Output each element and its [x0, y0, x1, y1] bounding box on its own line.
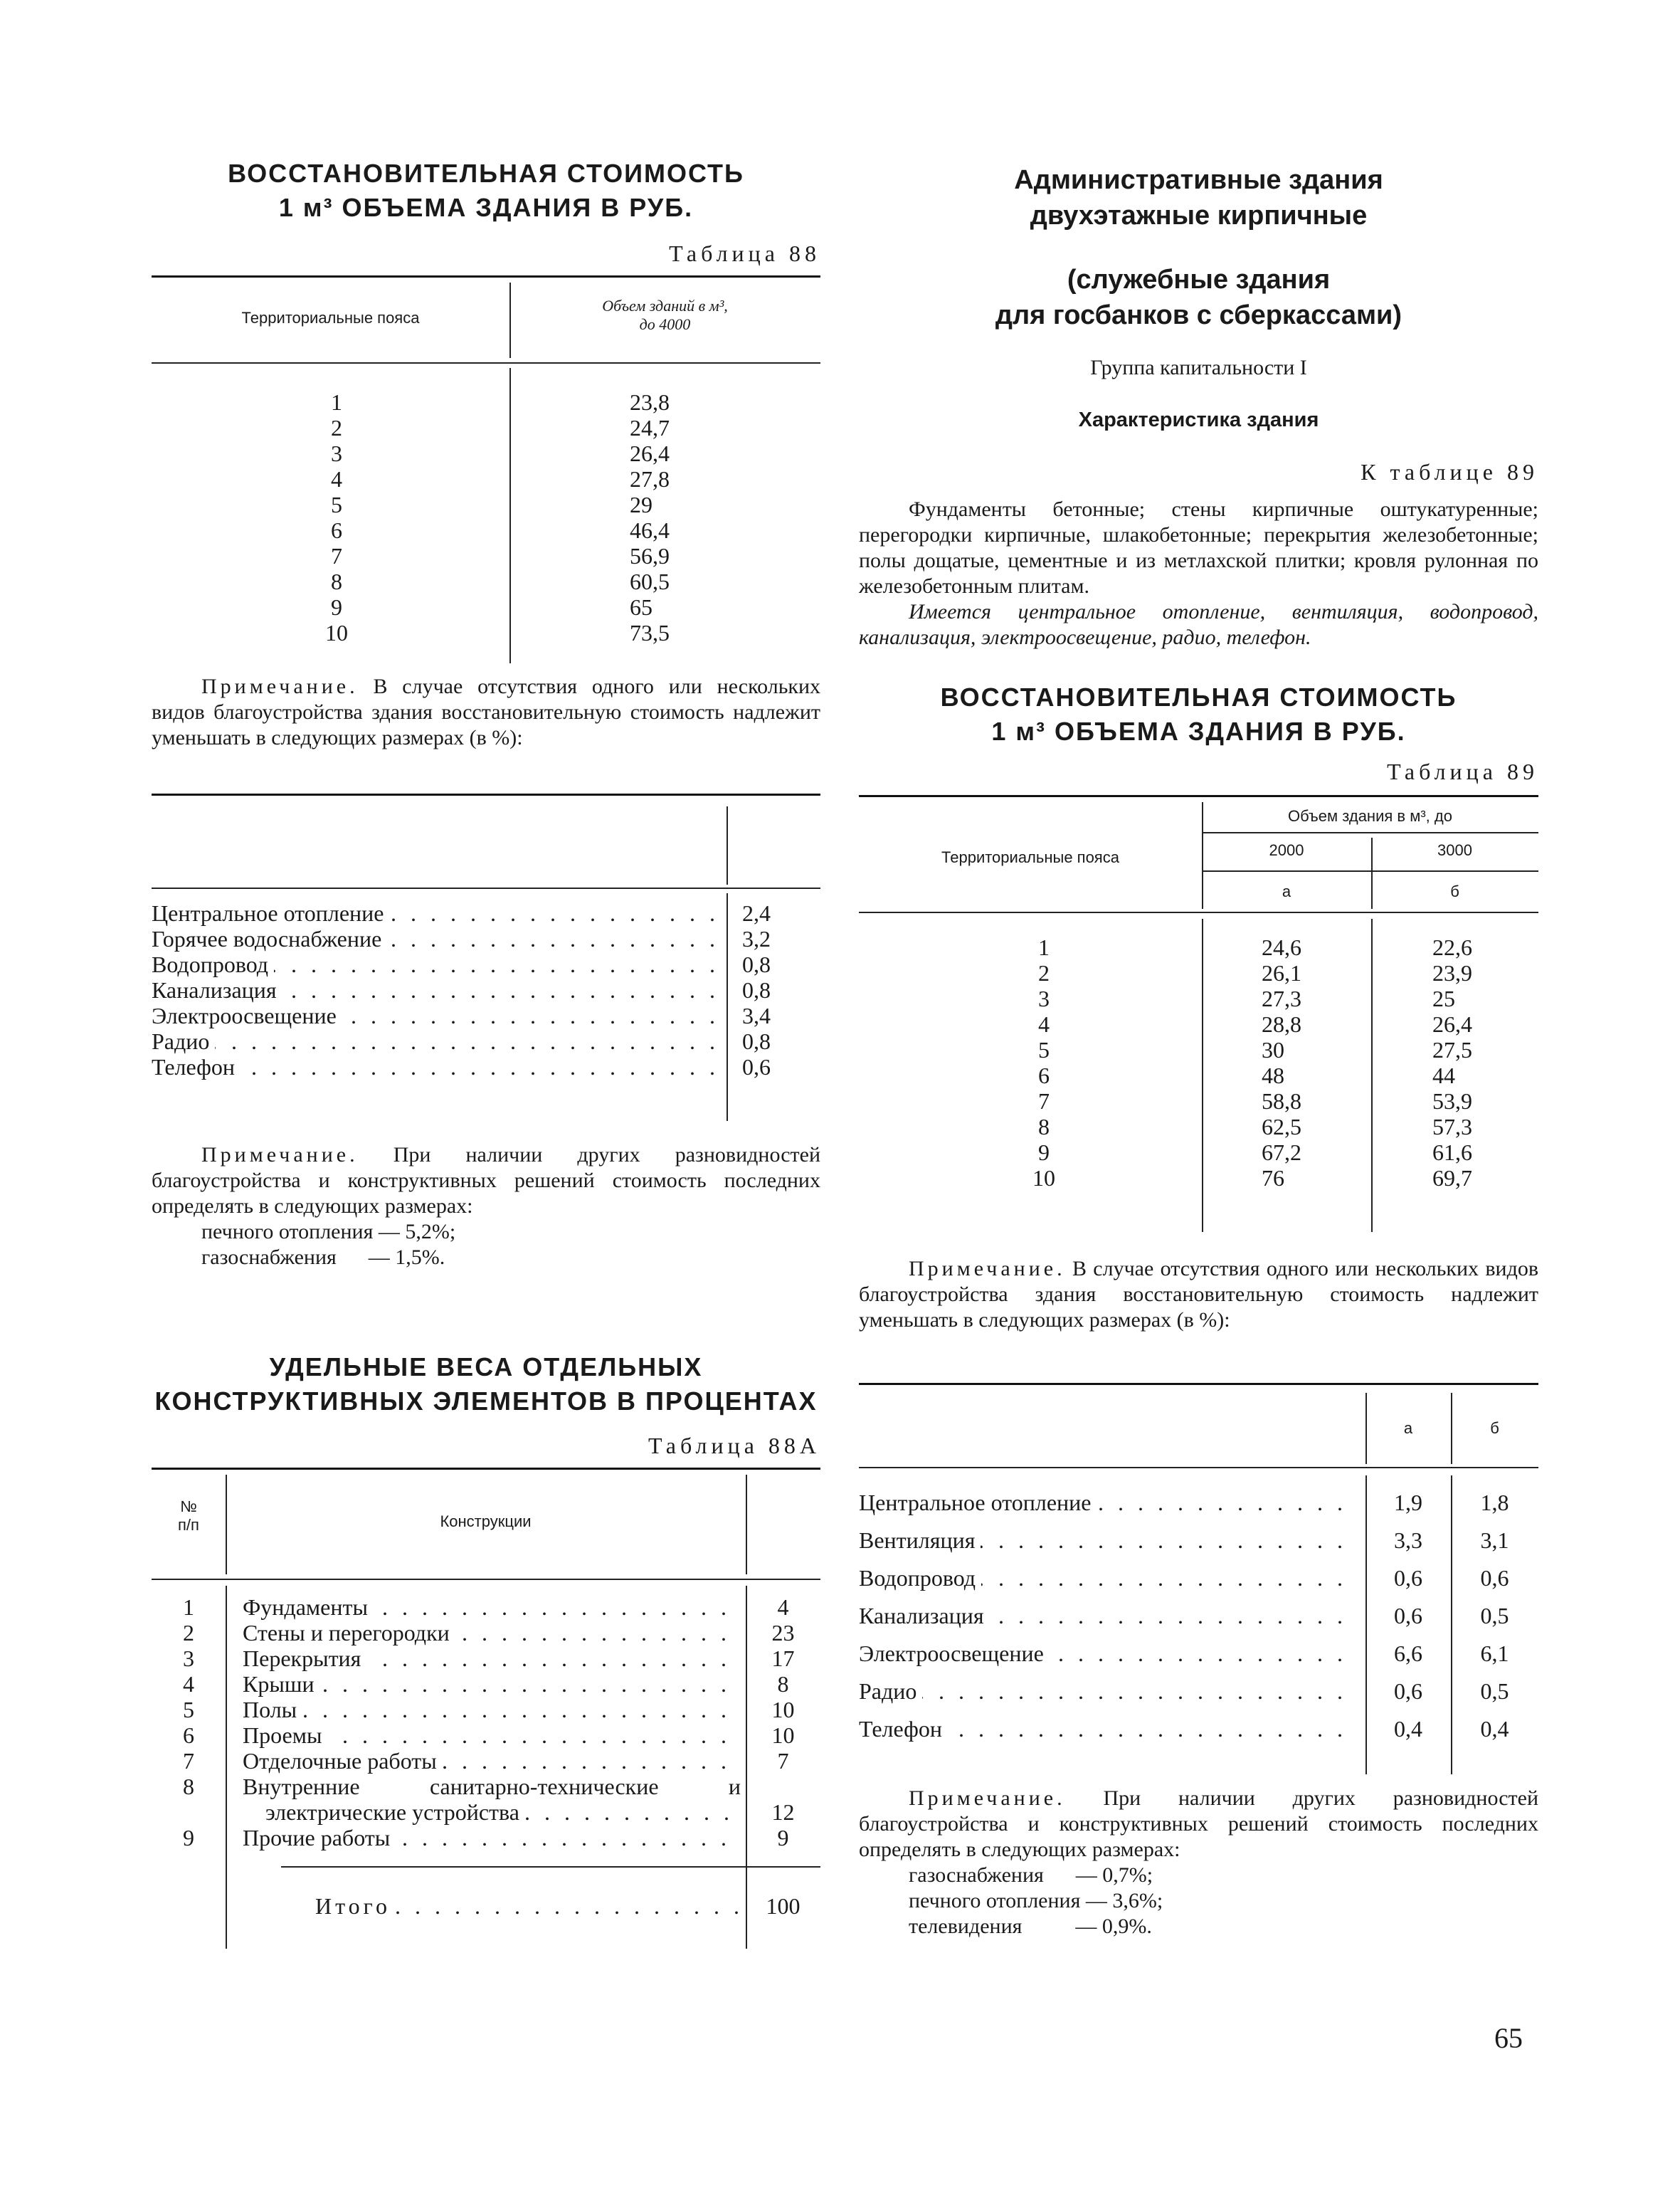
right-reduction-b: 3,1: [1480, 1527, 1509, 1553]
table89-value-b: 53,9: [1432, 1088, 1472, 1114]
table88a-name: [243, 1748, 741, 1774]
right-reduction-name: [859, 1603, 1357, 1628]
table88-value: 73,5: [630, 620, 670, 646]
left-reduction-name-text: Центральное отопление: [152, 900, 389, 926]
table88-value: 26,4: [630, 441, 670, 466]
table88a-label: Таблица 88А: [648, 1433, 820, 1458]
table88a-name: [265, 1799, 741, 1825]
table88a-value: 4: [777, 1594, 789, 1620]
left-reduction-name-text: Телефон: [152, 1054, 241, 1080]
table88a-value: 10: [771, 1722, 795, 1748]
table88-value: 29: [630, 492, 653, 517]
right-reduction-name-text: Радио: [859, 1678, 922, 1704]
table88-col1-header: Территориальные пояса: [241, 309, 420, 327]
table88a-name-text: Фундаменты: [243, 1594, 374, 1620]
table88-title: [152, 157, 820, 225]
table89-letter-a: а: [1282, 883, 1291, 900]
right-red-letter-a: а: [1403, 1419, 1413, 1437]
table88a-num: 5: [183, 1697, 194, 1722]
table-88: [152, 275, 820, 674]
left-reduction-name: [152, 900, 714, 926]
table89-value-a: 28,8: [1262, 1011, 1301, 1037]
right-reduction-name: [859, 1565, 1357, 1591]
table88a-col1-header: № п/п: [178, 1497, 199, 1534]
right-reduction-b: 0,4: [1480, 1716, 1509, 1742]
table88-title-line2: 1 м³ ОБЪЕМА ЗДАНИЯ В РУБ.: [278, 193, 694, 222]
left-reduction-name-text: Радио: [152, 1028, 215, 1054]
table88-title-line1: ВОССТАНОВИТЕЛЬНАЯ СТОИМОСТЬ: [228, 159, 744, 188]
left-note2: Примечание. При наличии других разновидностей благоустройства и конструктивных решений стоимость последних определять в следующих размерах:: [152, 1143, 821, 1218]
table89-value-b: 22,6: [1432, 934, 1472, 960]
left-reductions-table: [152, 794, 820, 1142]
right-reduction-name: [859, 1641, 1357, 1666]
table89-value-b: 25: [1432, 986, 1455, 1011]
right-reductions-table: [859, 1383, 1538, 1810]
table88-zone: 4: [331, 466, 342, 492]
table88a-name: [243, 1697, 741, 1722]
table88a-num: 4: [183, 1671, 194, 1697]
table88-zone: 7: [331, 543, 342, 569]
table89-note: Примечание. В случае отсутствия одного или нескольких видов благоустройства здания восстановительную стоимость надлежит уменьшать в следующих размерах (в %):: [859, 1257, 1538, 1332]
right-reduction-a: 0,6: [1394, 1678, 1422, 1704]
table88-value: 56,9: [630, 543, 670, 569]
table89-value-a: 48: [1262, 1063, 1284, 1088]
table88a-value: 7: [777, 1748, 789, 1774]
characteristic-title: Характеристика здания: [1078, 409, 1319, 431]
table88a-total-row: [315, 1893, 742, 1919]
table88a-num: 2: [183, 1620, 194, 1646]
table88a-name-text: Перекрытия: [243, 1646, 366, 1671]
left-reduction-name: [152, 1054, 714, 1080]
table89-zone: 4: [1038, 1011, 1050, 1037]
table88a-value: 17: [771, 1646, 795, 1671]
capital-group: Группа капитальности I: [1090, 356, 1307, 379]
table89-zone: 6: [1038, 1063, 1050, 1088]
table89-value-a: 58,8: [1262, 1088, 1301, 1114]
left-reduction-value: 3,2: [742, 926, 771, 952]
table-88a: [152, 1468, 820, 1952]
table89-value-b: 26,4: [1432, 1011, 1472, 1037]
right-reduction-a: 3,3: [1394, 1527, 1422, 1553]
left-reduction-value: 0,6: [742, 1054, 771, 1080]
table88a-name: [243, 1646, 741, 1671]
table89-value-a: 27,3: [1262, 986, 1301, 1011]
left-reduction-value: 0,8: [742, 1028, 771, 1054]
table88a-num: 7: [183, 1748, 194, 1774]
left-reduction-name: [152, 952, 714, 977]
table88a-num: 9: [183, 1825, 194, 1850]
table88a-name: [243, 1722, 741, 1748]
table88-col2-header: Объем зданий в м³, до 4000: [602, 297, 728, 333]
table89-label: Таблица 89: [1387, 759, 1538, 784]
table88-zone: 5: [331, 492, 342, 517]
left-note2-lines: печного отопления — 5,2%; газоснабжения — 1,5%.: [201, 1220, 456, 1269]
table88a-num: 1: [183, 1594, 194, 1620]
table88a-total-value: 100: [766, 1893, 801, 1919]
table89-sub2: 3000: [1437, 841, 1472, 859]
table88a-name-text: Отделочные работы: [243, 1748, 443, 1774]
table88-zone: 9: [331, 594, 342, 620]
right-reduction-a: 1,9: [1394, 1490, 1422, 1515]
right-reduction-name: [859, 1678, 1357, 1704]
table88-value: 60,5: [630, 569, 670, 594]
table88-value: 24,7: [630, 415, 670, 441]
table88a-value: 8: [777, 1671, 789, 1697]
right-reduction-name: [859, 1527, 1357, 1553]
table89-value-b: 44: [1432, 1063, 1455, 1088]
right-reduction-name: [859, 1716, 1357, 1742]
table89-value-b: 57,3: [1432, 1114, 1472, 1139]
table89-value-a: 30: [1262, 1037, 1284, 1063]
table89-zone: 9: [1038, 1139, 1050, 1165]
left-reduction-name: [152, 1028, 714, 1054]
table88-value: 46,4: [630, 517, 670, 543]
to-table-89: К таблице 89: [1361, 459, 1538, 485]
table88a-name-text: Крыши: [243, 1671, 320, 1697]
right-column: [859, 162, 1538, 1939]
table89-value-b: 61,6: [1432, 1139, 1472, 1165]
table88a-title: УДЕЛЬНЫЕ ВЕСА ОТДЕЛЬНЫХ КОНСТРУКТИВНЫХ ЭЛЕМЕНТОВ В ПРОЦЕНТАХ: [154, 1352, 818, 1416]
table88-value: 65: [630, 594, 653, 620]
left-reduction-name-text: Канализация: [152, 977, 282, 1003]
table88-zone: 10: [325, 620, 348, 646]
left-reduction-value: 0,8: [742, 952, 771, 977]
table89-value-b: 23,9: [1432, 960, 1472, 986]
table88a-num: 3: [183, 1646, 194, 1671]
table88a-name-text: Полы: [243, 1697, 302, 1722]
table89-value-a: 76: [1262, 1165, 1284, 1191]
right-reduction-name-text: Телефон: [859, 1716, 948, 1742]
table88a-name-line1: Внутренние санитарно-технические и: [243, 1774, 741, 1799]
left-reduction-name-text: Электроосвещение: [152, 1003, 342, 1028]
table-89: [859, 795, 1538, 1265]
right-reduction-a: 0,4: [1394, 1716, 1422, 1742]
table88a-col2-header: Конструкции: [440, 1512, 532, 1530]
table89-zone: 10: [1032, 1165, 1055, 1191]
table89-zone: 3: [1038, 986, 1050, 1011]
right-reduction-a: 6,6: [1394, 1641, 1422, 1666]
right-reduction-name-text: Центральное отопление: [859, 1490, 1097, 1515]
right-reduction-name: [859, 1490, 1357, 1515]
table89-zone: 8: [1038, 1114, 1050, 1139]
building-description: Фундаменты бетонные; стены кирпичные оштукатуренные; перегородки кирпичные, шлакобетонные; перекрытия железобетонные; полы дощатые, цементные и из метлахской плитки; кровля рулонная по железобетонным плитам.: [859, 497, 1538, 598]
table88-zone: 1: [331, 389, 342, 415]
table88a-value: 9: [777, 1825, 789, 1850]
table89-col1-header: Территориальные пояса: [941, 848, 1119, 866]
right-note2-lines: газоснабжения — 0,7%; печного отопления — 3,6%; телевидения — 0,9%.: [909, 1863, 1163, 1938]
table88-zone: 2: [331, 415, 342, 441]
table89-title: ВОССТАНОВИТЕЛЬНАЯ СТОИМОСТЬ 1 м³ ОБЪЕМА ЗДАНИЯ В РУБ.: [940, 683, 1457, 746]
left-reduction-value: 0,8: [742, 977, 771, 1003]
table89-value-a: 24,6: [1262, 934, 1301, 960]
right-main-title: Административные здания двухэтажные кирпичные (служебные здания для госбанков с сберкассами): [995, 165, 1402, 330]
right-reduction-b: 0,5: [1480, 1678, 1509, 1704]
left-reduction-name: [152, 977, 714, 1003]
table88a-total-label: Итого: [315, 1893, 396, 1919]
table89-sub1: 2000: [1269, 841, 1304, 859]
table88-label: Таблица 88: [669, 241, 820, 266]
right-note2: Примечание. При наличии других разновидностей благоустройства и конструктивных решений стоимость последних определять в следующих размерах:: [859, 1786, 1539, 1861]
table88a-name: [243, 1825, 741, 1850]
table89-zone: 1: [1038, 934, 1050, 960]
table88-note: Примечание. В случае отсутствия одного или нескольких видов благоустройства здания восстановительную стоимость надлежит уменьшать в следующих размерах (в %):: [152, 675, 821, 749]
table88a-num: 6: [183, 1722, 194, 1748]
right-reduction-name-text: Электроосвещение: [859, 1641, 1050, 1666]
left-reduction-name: [152, 1003, 714, 1028]
left-reduction-value: 3,4: [742, 1003, 771, 1028]
table88a-name: [243, 1620, 741, 1646]
right-reduction-b: 0,5: [1480, 1603, 1509, 1628]
table88a-value: 23: [771, 1620, 795, 1646]
table88-zone: 8: [331, 569, 342, 594]
right-reduction-name-text: Водопровод: [859, 1565, 981, 1591]
table89-value-a: 67,2: [1262, 1139, 1301, 1165]
left-reduction-value: 2,4: [742, 900, 771, 926]
table88a-value: 10: [771, 1697, 795, 1722]
table88a-name: [243, 1594, 741, 1620]
table89-zone: 5: [1038, 1037, 1050, 1063]
right-reduction-a: 0,6: [1394, 1603, 1422, 1628]
right-reduction-b: 6,1: [1480, 1641, 1509, 1666]
right-reduction-a: 0,6: [1394, 1565, 1422, 1591]
table88-value: 27,8: [630, 466, 670, 492]
left-column: [152, 157, 820, 1952]
right-reduction-name-text: Вентиляция: [859, 1527, 981, 1553]
table88-zone: 6: [331, 517, 342, 543]
table88-value: 23,8: [630, 389, 670, 415]
table88a-name: [243, 1671, 741, 1697]
table88a-value: 12: [771, 1799, 795, 1825]
right-red-letter-b: б: [1490, 1419, 1499, 1437]
table89-letter-b: б: [1450, 883, 1459, 900]
left-reduction-name: [152, 926, 714, 952]
table89-value-b: 27,5: [1432, 1037, 1472, 1063]
left-reduction-name-text: Горячее водоснабжение: [152, 926, 387, 952]
right-reduction-b: 1,8: [1480, 1490, 1509, 1515]
table88a-name-text: Прочие работы: [243, 1825, 396, 1850]
table89-zone: 2: [1038, 960, 1050, 986]
page-number: 65: [1494, 2022, 1523, 2054]
right-reduction-b: 0,6: [1480, 1565, 1509, 1591]
table89-zone: 7: [1038, 1088, 1050, 1114]
building-amenities: Имеется центральное отопление, вентиляция, водопровод, канализация, электроосвещение, радио, телефон.: [859, 600, 1538, 649]
table89-group-header: Объем здания в м³, до: [1288, 807, 1452, 825]
table88a-name-text: Проемы: [243, 1722, 327, 1748]
table89-value-a: 62,5: [1262, 1114, 1301, 1139]
right-reduction-name-text: Канализация: [859, 1603, 990, 1628]
table89-value-a: 26,1: [1262, 960, 1301, 986]
table89-value-b: 69,7: [1432, 1165, 1472, 1191]
table88a-name-text: Стены и перегородки: [243, 1620, 455, 1646]
left-reduction-name-text: Водопровод: [152, 952, 274, 977]
table88-zone: 3: [331, 441, 342, 466]
table88a-num: 8: [183, 1774, 194, 1799]
table88a-name-text: электрические устройства: [265, 1799, 525, 1825]
